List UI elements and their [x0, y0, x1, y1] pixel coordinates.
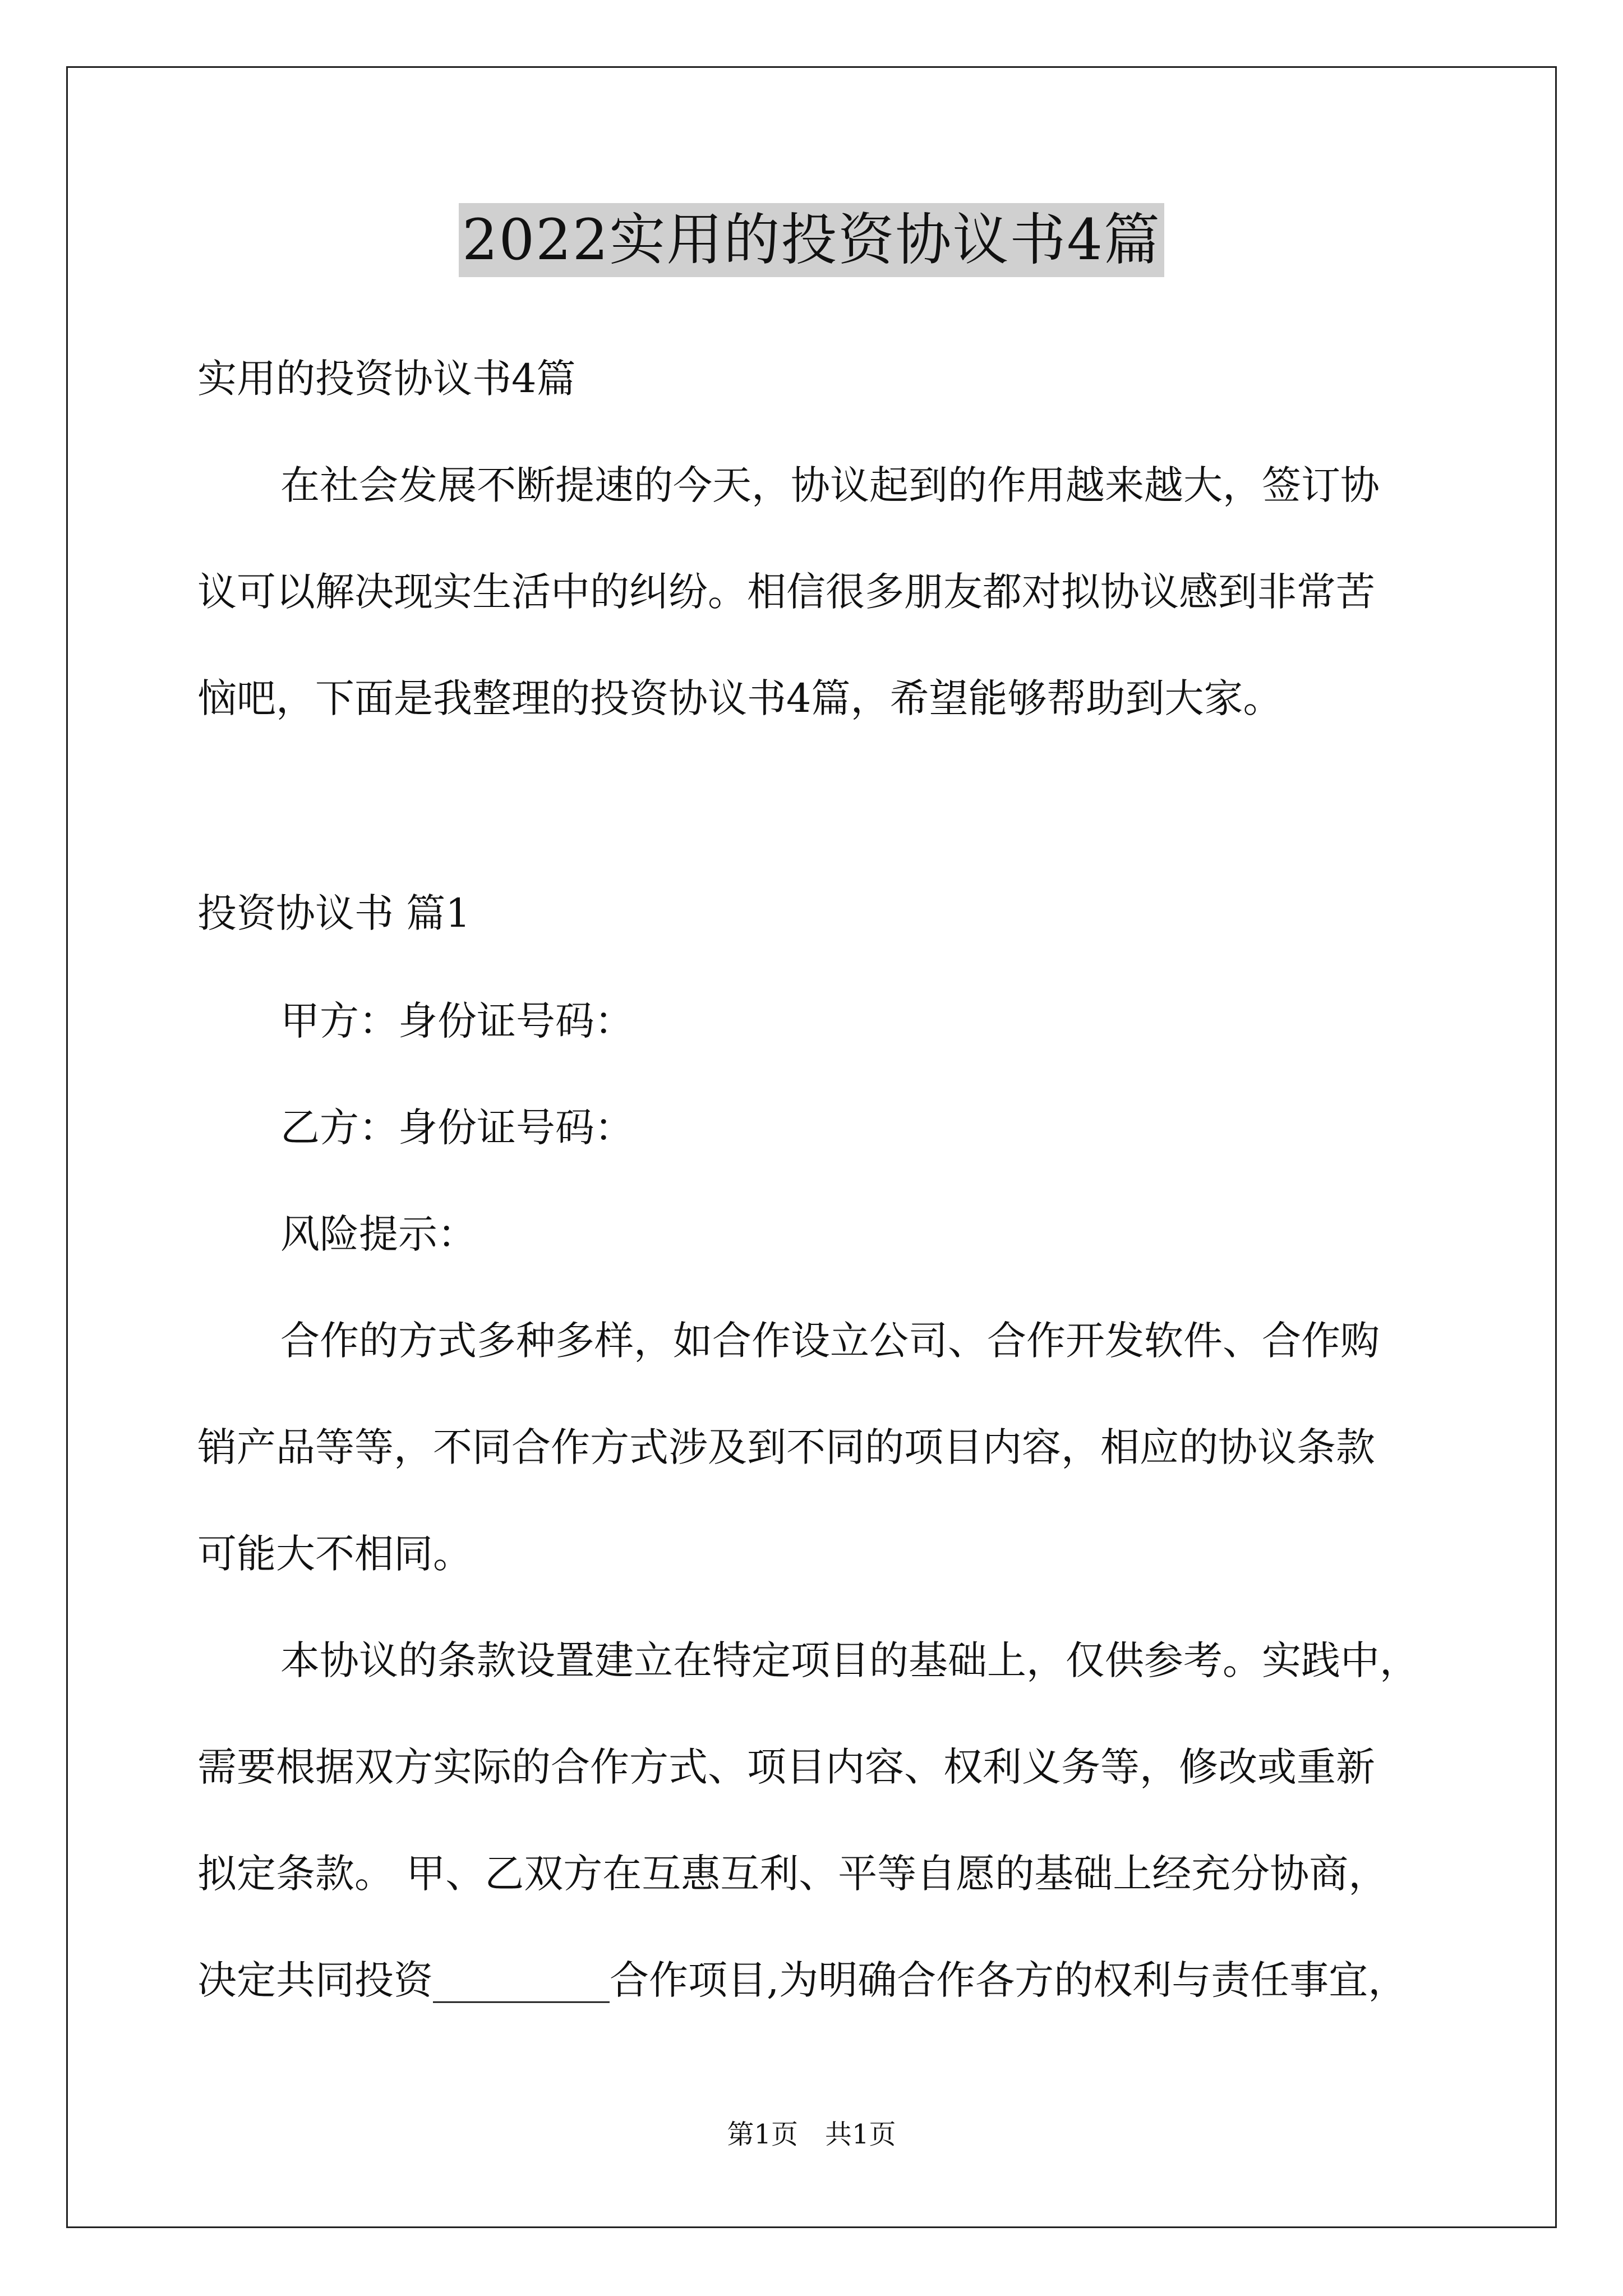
party-a-line: 甲方：身份证号码： — [280, 998, 634, 1044]
intro-line-1: 在社会发展不断提速的今天，协议起到的作用越来越大，签订协 — [280, 462, 1380, 508]
risk-line-3: 可能大不相同。 — [197, 1531, 472, 1577]
body-line-4: 决定共同投资_________合作项目,为明确合作各方的权利与责任事宜， — [197, 1957, 1408, 2003]
risk-label: 风险提示： — [280, 1211, 477, 1257]
page-footer: 第1页 共1页 — [727, 2119, 896, 2150]
body-line-1: 本协议的条款设置建立在特定项目的基础上，仅供参考。实践中， — [280, 1637, 1419, 1683]
intro-line-3: 恼吧，下面是我整理的投资协议书4篇，希望能够帮助到大家。 — [197, 675, 1283, 721]
body-line-2: 需要根据双方实际的合作方式、项目内容、权利义务等，修改或重新 — [197, 1744, 1375, 1790]
title-container — [0, 203, 1623, 277]
document-subtitle: 实用的投资协议书4篇 — [197, 356, 576, 402]
risk-line-1: 合作的方式多种多样，如合作设立公司、合作开发软件、合作购 — [280, 1318, 1380, 1364]
intro-line-2: 议可以解决现实生活中的纠纷。相信很多朋友都对拟协议感到非常苦 — [197, 569, 1375, 615]
party-b-line: 乙方：身份证号码： — [280, 1105, 634, 1151]
section-heading: 投资协议书 篇1 — [197, 890, 471, 936]
risk-line-2: 销产品等等，不同合作方式涉及到不同的项目内容，相应的协议条款 — [197, 1424, 1375, 1470]
document-title: 2022实用的投资协议书4篇 — [459, 203, 1164, 277]
body-line-3: 拟定条款。 甲、乙双方在互惠互利、平等自愿的基础上经充分协商， — [197, 1851, 1388, 1897]
